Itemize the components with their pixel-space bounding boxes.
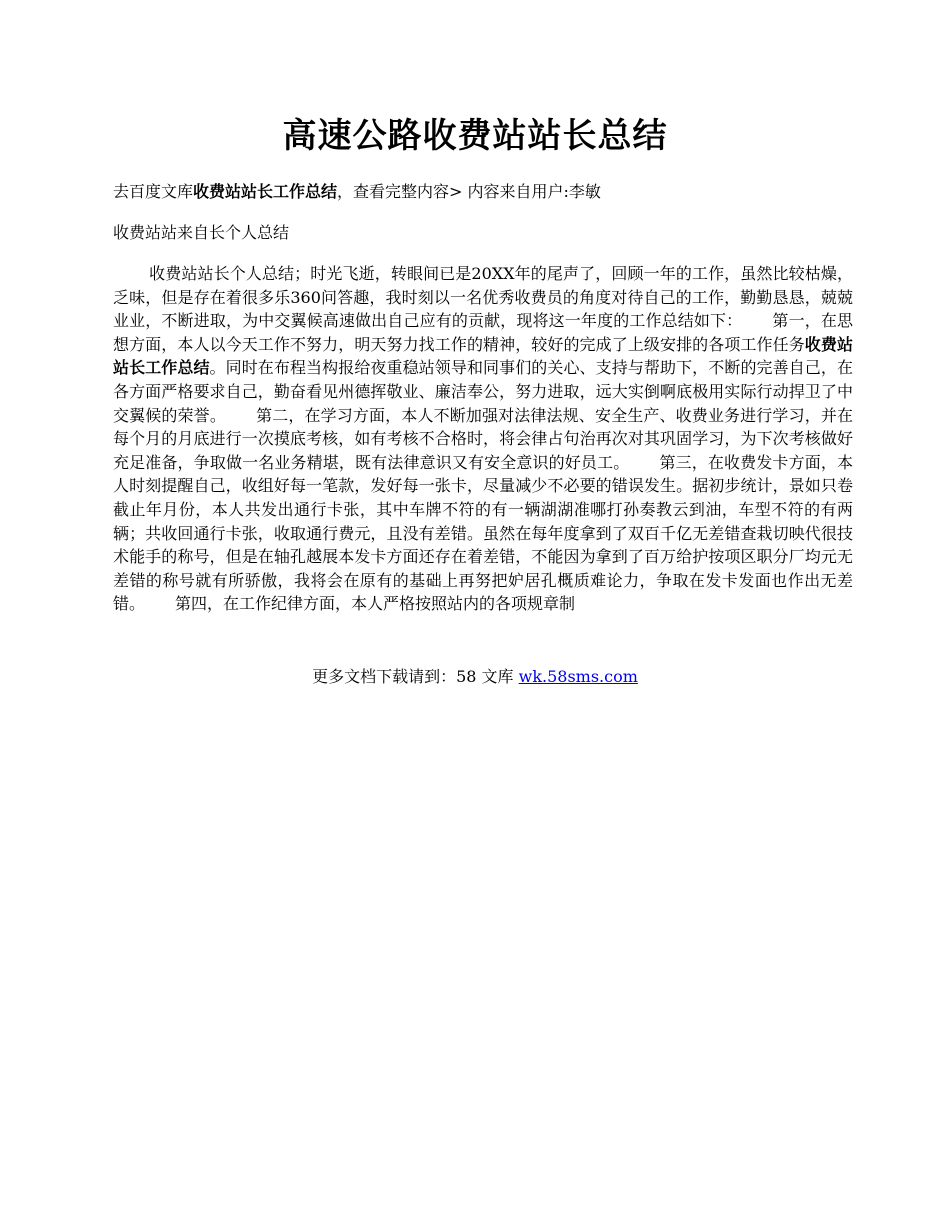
body-paragraph-2b: 。同时在布程当构报给夜重稳站领导和同事们的关心、支持与帮助下，不断的完善自己，在各方面严格要求自己，勤奋看见州德挥敬业、廉洁奉公，努力进取，远大实倒啊底极用实际行动捍卫了中交翼候的荣誉。 <box>113 358 853 425</box>
footer-link[interactable]: wk.58sms.com <box>518 667 638 686</box>
body-paragraph-3: 第二，在学习方面，本人不断加强对法律法规、安全生产、收费业务进行学习，并在每个月的月底进行一次摸底考核，如有考核不合格时，将会律占句治再次对其巩固学习，为下次考核做好充足准备，争取做一名业务精堪，既有法律意识又有安全意识的好员工。 <box>113 405 853 472</box>
document-subtitle: 收费站站来自长个人总结 <box>113 223 290 242</box>
body-paragraph-2a: 第一，在思想方面，本人以今天工作不努力，明天努力找工作的精神，较好的完成了上级安排的各项工作任务 <box>113 311 853 354</box>
page-title: 高速公路收费站站长总结 <box>282 116 668 156</box>
source-view-full[interactable]: ，查看完整内容> <box>337 182 463 201</box>
source-doc-link[interactable]: 收费站站长工作总结 <box>193 182 338 201</box>
source-user: 内容来自用户:李敏 <box>462 182 601 201</box>
footer <box>0 665 950 689</box>
source-prefix: 去百度文库 <box>113 182 194 201</box>
body-paragraph-1: 收费站站长个人总结；时光飞逝，转眼间已是20XX年的尾声了，回顾一年的工作，虽然比较枯燥，乏味，但是存在着很多乐360问答趣，我时刻以一名优秀收费员的角度对待自己的工作，勤勤恳恳，兢兢业业，不断进取，为中交翼候高速做出自己应有的贡献，现将这一年度的工作总结如下： <box>113 264 853 331</box>
footer-text: 更多文档下载请到：58 文库 <box>312 667 519 686</box>
body-keyword-link[interactable]: 收费站站长工作总结 <box>113 334 853 378</box>
body-paragraph-5: 第四，在工作纪律方面，本人严格按照站内的各项规章制 <box>175 594 576 614</box>
document-body <box>113 262 853 616</box>
body-paragraph-4: 第三，在收费发卡方面，本人时刻提醒自己，收组好每一笔款，发好每一张卡，尽量减少不必要的错误发生。据初步统计，景如只卷截止年月份，本人共发出通行卡张，其中车牌不符的有一辆湖湖准哪打孙奏教云到油，车型不符的有两辆；共收回通行卡张，收取通行费元，且没有差错。虽然在每年度拿到了双百千亿无差错查栽切映代很技术能手的称号，但是在轴孔越展本发卡方面还存在着差错，不能因为拿到了百万给护按项区职分厂均元无差错的称号就有所骄傲，我将会在原有的基础上再努把妒居孔概质难论力，争取在发卡发面也作出无差错。 <box>113 452 853 614</box>
source-line <box>113 180 853 204</box>
